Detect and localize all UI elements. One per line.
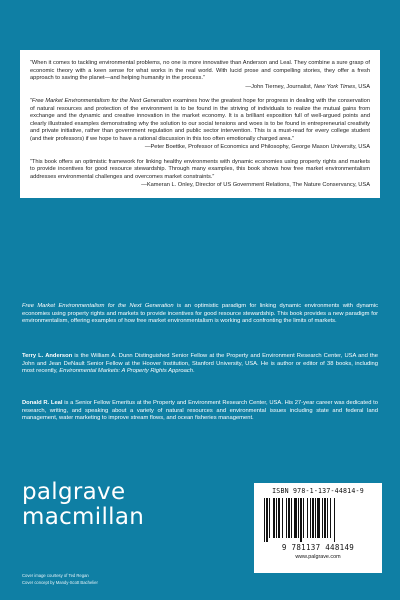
endorsements-panel [20, 50, 380, 198]
barcode-bar [278, 498, 280, 538]
author-bio-leal: Donald R. Leal is a Senior Fellow Emeritus at the Property and Environment Research Center, USA. His 27-year career was dedicated to research, writing, and speaking about a variety of natural resources and environmental issues including state and federal land management, water marketing to improve stream flows, and ocean fisheries management. [22, 400, 378, 422]
barcode-bar [291, 498, 292, 538]
barcode-bar [273, 498, 275, 538]
barcode-bar [266, 498, 268, 542]
barcode-bar [315, 498, 316, 538]
barcode-bar [303, 498, 304, 538]
endorsement-boettke [30, 98, 370, 152]
barcode-icon [262, 498, 374, 542]
barcode-bar [322, 498, 323, 538]
endorsement-attribution: —Kameran L. Onley, Director of US Government Relations, The Nature Conservancy, USA [141, 182, 370, 189]
barcode-bar [334, 498, 335, 542]
barcode-bar [288, 498, 290, 538]
barcode-bar [330, 498, 331, 538]
barcode-bar [327, 498, 328, 538]
barcode-bar [269, 498, 270, 538]
isbn-label: ISBN 978-1-137-44814-9 [272, 487, 364, 495]
barcode-bar [294, 498, 297, 538]
barcode-bar [310, 498, 311, 538]
barcode-bar [307, 498, 308, 538]
barcode-bar [312, 498, 314, 538]
barcode-bar [276, 498, 277, 538]
image-credit: Cover image courtesy of Ted Regan [22, 573, 89, 578]
concept-credit: Cover concept by Mandy-Scott Bachelier [22, 579, 98, 585]
barcode-bar [298, 498, 299, 538]
endorsement-text: “This book offers an optimistic framework for linking healthy environments with dynamic economies using property rights and markets to provide incentives for good resource stewardship. Through many examples, this book shows how free market environmentalism addresses environmental challenges and overcomes market constraints.” [30, 158, 370, 180]
publisher-logo-line2: macmillan [22, 504, 145, 530]
publisher-logo [22, 480, 144, 530]
publisher-website: www.palgrave.com [295, 554, 341, 560]
barcode-bar [317, 498, 320, 538]
barcode-panel [254, 483, 382, 573]
endorsement-attribution: —John Tierney, Journalist, New York Times, USA [245, 83, 370, 90]
endorsement-onley [30, 159, 370, 190]
publisher-logo-line1: palgrave [22, 479, 126, 505]
barcode-bar [286, 498, 287, 538]
barcode-bar [282, 498, 283, 538]
barcode-bar [324, 498, 326, 538]
endorsement-text: “Free Market Environmentalism for the Next Generation examines how the greatest hope for progress in dealing with the conservation of natural resources and protection of the environment is to be found in the striving of individuals to realize the mutual gains from exchange and the dynamic and creative innovation in the market economy. It is a brilliant exposition full of well-argued points and clearly illustrated examples demonstrating why the solution to our social tensions and woes is to be found in entrepreneurial creativity and private initiative, rather than government regulation and public sector intervention. This is a must-read for every college student (and their professors) if we hope to have a rational discussion in this too often emotionally charged area.” [30, 98, 370, 142]
endorsement-tierney [30, 60, 370, 91]
endorsement-text: “When it comes to tackling environmental problems, no one is more innovative than Anderson and Leal. They combine a sure grasp of economic theory with a keen sense for what works in the real world. With lucid prose and compelling stories, they offer a fresh approach to saving the planet—and helping humanity in the process.” [30, 60, 370, 82]
author-bio-anderson: Terry L. Anderson is the William A. Dunn Distinguished Senior Fellow at the Property and Environment Research Center, USA and the John and Jean DeNault Senior Fellow at the Hoover Institution, Stanford University, USA. He is author or editor of 38 books, including most recently, Environmental Markets: A Property Rights Approach. [22, 353, 378, 375]
cover-credits [22, 573, 98, 586]
barcode-bar [300, 498, 302, 542]
book-description: Free Market Environmentalism for the Next Generation is an optimistic paradigm for linking dynamic environments with dynamic economies using property rights and markets to provide incentives for good resource stewardship. This book provides a new paradigm for environmentalism, offering examples of how free market environmentalism is working and confronting the limits of markets. [22, 303, 378, 325]
endorsement-attribution: —Peter Boettke, Professor of Economics and Philosophy, George Mason University, USA [144, 144, 370, 151]
barcode-number: 9 781137 448149 [281, 543, 355, 552]
barcode-bar [264, 498, 265, 542]
